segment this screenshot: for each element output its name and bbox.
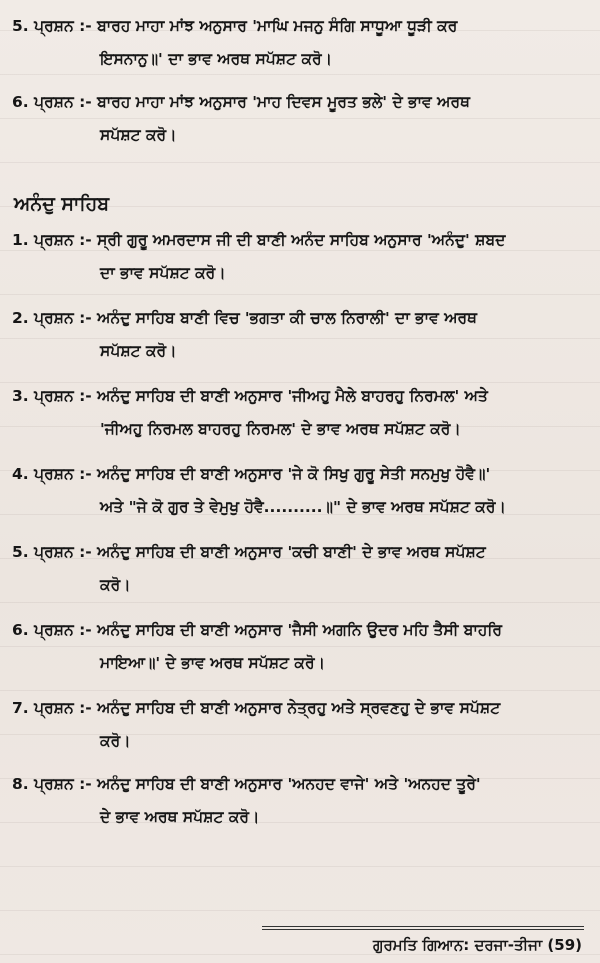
- question-item: [12, 302, 592, 368]
- question-line: 2. ਪ੍ਰਸ਼ਨ :- ਅਨੰਦੁ ਸਾਹਿਬ ਬਾਣੀ ਵਿਚ 'ਭਗਤਾ ਕੀ ਚਾਲ ਨਿਰਾਲੀ' ਦਾ ਭਾਵ ਅਰਥ: [12, 309, 477, 327]
- question-item: [12, 10, 592, 76]
- question-line: 1. ਪ੍ਰਸ਼ਨ :- ਸ੍ਰੀ ਗੁਰੂ ਅਮਰਦਾਸ ਜੀ ਦੀ ਬਾਣੀ ਅਨੰਦ ਸਾਹਿਬ ਅਨੁਸਾਰ 'ਅਨੰਦੁ' ਸ਼ਬਦ: [12, 231, 506, 249]
- question-item: [12, 768, 592, 834]
- page-footer: ਗੁਰਮਤਿ ਗਿਆਨ: ਦਰਜਾ-ਤੀਜਾ (59): [373, 936, 582, 954]
- footer-rule: [262, 926, 584, 927]
- question-item: [12, 614, 592, 680]
- question-line-continued: ਦੇ ਭਾਵ ਅਰਥ ਸਪੱਸ਼ਟ ਕਰੋ।: [100, 808, 260, 826]
- question-line: 5. ਪ੍ਰਸ਼ਨ :- ਅਨੰਦੁ ਸਾਹਿਬ ਦੀ ਬਾਣੀ ਅਨੁਸਾਰ 'ਕਚੀ ਬਾਣੀ' ਦੇ ਭਾਵ ਅਰਥ ਸਪੱਸ਼ਟ: [12, 543, 486, 561]
- question-item: [12, 224, 592, 290]
- question-line-continued: ਮਾਇਆ॥' ਦੇ ਭਾਵ ਅਰਥ ਸਪੱਸ਼ਟ ਕਰੋ।: [100, 654, 326, 672]
- question-line: 6. ਪ੍ਰਸ਼ਨ :- ਬਾਰਹ ਮਾਹਾ ਮਾਂਝ ਅਨੁਸਾਰ 'ਮਾਹ ਦਿਵਸ ਮੂਰਤ ਭਲੇ' ਦੇ ਭਾਵ ਅਰਥ: [12, 93, 470, 111]
- question-line: 3. ਪ੍ਰਸ਼ਨ :- ਅਨੰਦੁ ਸਾਹਿਬ ਦੀ ਬਾਣੀ ਅਨੁਸਾਰ 'ਜੀਅਹੁ ਮੈਲੇ ਬਾਹਰਹੁ ਨਿਰਮਲ' ਅਤੇ: [12, 387, 488, 405]
- question-item: [12, 380, 592, 446]
- question-item: [12, 536, 592, 602]
- question-line: 7. ਪ੍ਰਸ਼ਨ :- ਅਨੰਦੁ ਸਾਹਿਬ ਦੀ ਬਾਣੀ ਅਨੁਸਾਰ ਨੇਤ੍ਰਹੁ ਅਤੇ ਸ੍ਰਵਣਹੁ ਦੇ ਭਾਵ ਸਪੱਸ਼ਟ: [12, 699, 501, 717]
- question-item: [12, 692, 592, 758]
- question-line-continued: ਸਪੱਸ਼ਟ ਕਰੋ।: [100, 342, 177, 360]
- footer-rule-secondary: [262, 929, 584, 930]
- question-line: 8. ਪ੍ਰਸ਼ਨ :- ਅਨੰਦੁ ਸਾਹਿਬ ਦੀ ਬਾਣੀ ਅਨੁਸਾਰ 'ਅਨਹਦ ਵਾਜੇ' ਅਤੇ 'ਅਨਹਦ ਤੂਰੇ': [12, 775, 481, 793]
- question-line: 5. ਪ੍ਰਸ਼ਨ :- ਬਾਰਹ ਮਾਹਾ ਮਾਂਝ ਅਨੁਸਾਰ 'ਮਾਘਿ ਮਜਨੁ ਸੰਗਿ ਸਾਧੂਆ ਧੂੜੀ ਕਰ: [12, 17, 458, 35]
- question-line: 4. ਪ੍ਰਸ਼ਨ :- ਅਨੰਦੁ ਸਾਹਿਬ ਦੀ ਬਾਣੀ ਅਨੁਸਾਰ 'ਜੇ ਕੋ ਸਿਖੁ ਗੁਰੂ ਸੇਤੀ ਸਨਮੁਖੁ ਹੋਵੈ॥': [12, 465, 491, 483]
- question-line-continued: ਸਪੱਸ਼ਟ ਕਰੋ।: [100, 126, 177, 144]
- question-item: [12, 86, 592, 152]
- question-line: 6. ਪ੍ਰਸ਼ਨ :- ਅਨੰਦੁ ਸਾਹਿਬ ਦੀ ਬਾਣੀ ਅਨੁਸਾਰ 'ਜੈਸੀ ਅਗਨਿ ਉਦਰ ਮਹਿ ਤੈਸੀ ਬਾਹਰਿ: [12, 621, 503, 639]
- question-line-continued: ਕਰੋ।: [100, 732, 131, 750]
- question-line-continued: ਅਤੇ "ਜੇ ਕੋ ਗੁਰ ਤੇ ਵੇਮੁਖੁ ਹੋਵੈ..........॥" ਦੇ ਭਾਵ ਅਰਥ ਸਪੱਸ਼ਟ ਕਰੋ।: [100, 498, 506, 516]
- question-line-continued: 'ਜੀਅਹੁ ਨਿਰਮਲ ਬਾਹਰਹੁ ਨਿਰਮਲ' ਦੇ ਭਾਵ ਅਰਥ ਸਪੱਸ਼ਟ ਕਰੋ।: [100, 420, 461, 438]
- question-line-continued: ਇਸਨਾਨੁ॥' ਦਾ ਭਾਵ ਅਰਥ ਸਪੱਸ਼ਟ ਕਰੋ।: [100, 50, 333, 68]
- section-title: ਅਨੰਦੁ ਸਾਹਿਬ: [14, 193, 110, 215]
- question-line-continued: ਦਾ ਭਾਵ ਸਪੱਸ਼ਟ ਕਰੋ।: [100, 264, 226, 282]
- question-item: [12, 458, 592, 524]
- question-line-continued: ਕਰੋ।: [100, 576, 131, 594]
